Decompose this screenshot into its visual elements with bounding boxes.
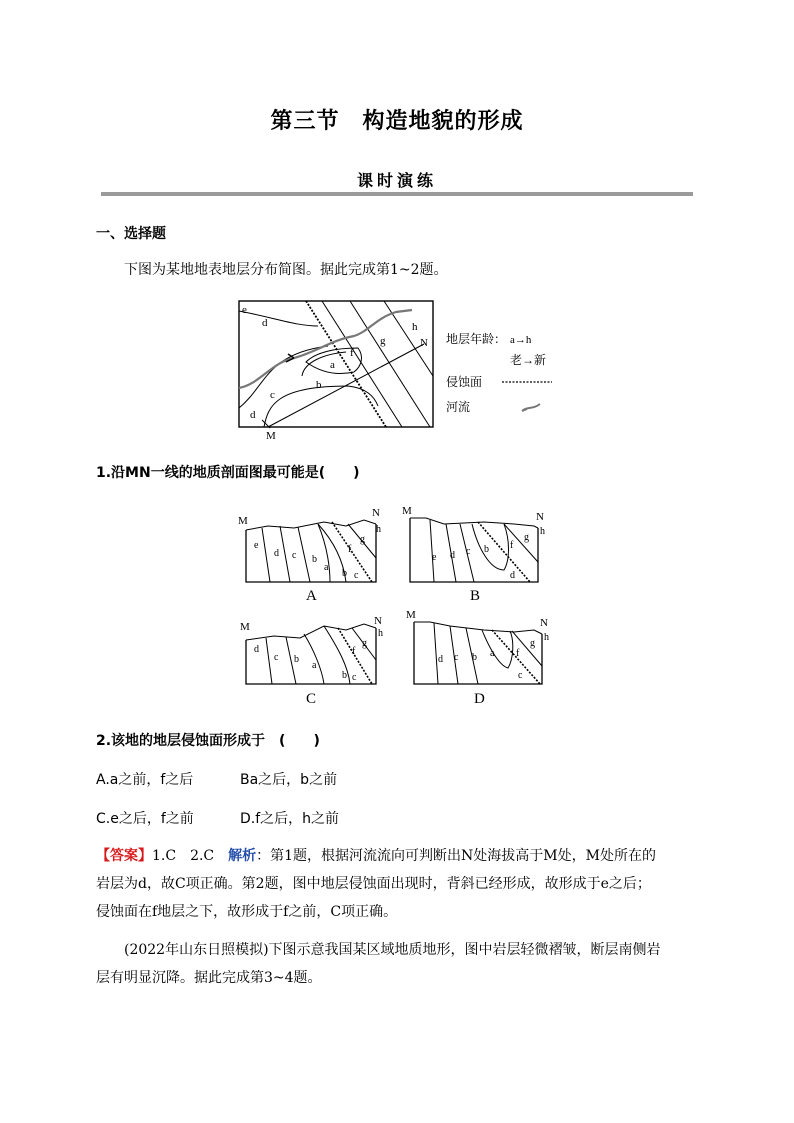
section-a-layer-f: f xyxy=(348,544,352,555)
section-a-letter: A xyxy=(306,588,317,604)
section-c-layer-d: d xyxy=(254,644,259,655)
section-a-layer-c: c xyxy=(292,550,297,561)
map-label-c: c xyxy=(270,389,275,401)
section-c-layer-h: h xyxy=(378,628,383,639)
section-d xyxy=(406,609,549,707)
title-divider xyxy=(101,192,693,196)
next-intro-line-1: (2022年山东日照模拟)下图示意我国某区域地质地形，图中岩层轻微褶皱，断层南侧岩 xyxy=(124,942,661,958)
section-a-layer-d: d xyxy=(274,548,279,559)
page-subtitle: 课时演练 xyxy=(356,171,437,190)
map-label-m: M xyxy=(266,430,276,442)
section-d-layer-g: g xyxy=(530,638,535,649)
page-title: 第三节 构造地貌的形成 xyxy=(270,109,524,134)
section-b-n-label: N xyxy=(536,511,544,523)
option-b: Ba之后，b之前 xyxy=(240,772,338,788)
question-1: 1.沿MN一线的地质剖面图最可能是( ) xyxy=(96,465,360,481)
legend-age-sequence: a→h xyxy=(510,334,532,346)
analysis-label: 解析 xyxy=(228,848,257,864)
section-c-layer-c2: c xyxy=(352,672,357,683)
option-a: A.a之前，f之后 xyxy=(96,772,194,788)
analysis-line-2: 岩层为d，故C项正确。第2题，图中地层侵蚀面出现时，背斜已经形成，故形成于e之后； xyxy=(96,876,651,892)
section-a-layer-e: e xyxy=(254,540,259,551)
section-b-layer-f: f xyxy=(510,540,514,551)
legend-river-icon xyxy=(522,404,540,411)
section-a-layer-h: h xyxy=(376,524,381,535)
section-d-letter: D xyxy=(474,691,485,707)
answer-block xyxy=(96,842,696,926)
section-d-m-label: M xyxy=(406,609,416,621)
section-a-layer-c2: c xyxy=(354,570,359,581)
option-c: C.e之后，f之前 xyxy=(96,811,194,827)
intro-text: 下图为某地地表地层分布简图。据此完成第1~2题。 xyxy=(124,262,448,278)
section-c-layer-c: c xyxy=(274,652,279,663)
section-a-layer-b: b xyxy=(312,554,317,565)
section-c-n-label: N xyxy=(374,615,382,627)
answer-values: 1.C 2.C xyxy=(152,848,215,864)
section-c-layer-a: a xyxy=(312,660,317,671)
section-b-letter: B xyxy=(470,588,481,604)
geologic-map-figure xyxy=(236,296,566,444)
section-b-layer-d2: d xyxy=(510,570,515,581)
section-b-layer-h: h xyxy=(540,526,545,537)
section-d-layer-a: a xyxy=(490,648,495,659)
map-label-d: d xyxy=(262,317,268,329)
section-a xyxy=(238,507,381,604)
section-a-layer-g: g xyxy=(360,534,365,545)
section-d-layer-c2: c xyxy=(518,670,523,681)
next-intro-line-2: 层有明显沉降。据此完成第3~4题。 xyxy=(96,970,322,986)
legend-age-label: 地层年龄： xyxy=(446,332,507,346)
map-label-g: g xyxy=(380,335,386,347)
section-d-layer-f: f xyxy=(516,648,520,659)
legend-age-order: 老→新 xyxy=(510,353,547,367)
analysis-line-3: 侵蚀面在f地层之下，故形成于f之前，C项正确。 xyxy=(96,904,398,920)
section-b-m-label: M xyxy=(402,505,412,517)
answer-tag: 【答案】 xyxy=(96,848,152,864)
section-c-layer-b: b xyxy=(294,654,299,665)
section-b-layer-c: c xyxy=(466,546,471,557)
section-b xyxy=(402,505,545,604)
option-d: D.f之后，h之前 xyxy=(240,811,340,827)
answer-line-1 xyxy=(96,842,696,870)
map-label-f: f xyxy=(350,347,354,359)
map-label-h: h xyxy=(412,321,418,333)
section-heading: 一、选择题 xyxy=(96,226,166,242)
section-a-n-label: N xyxy=(372,507,380,519)
section-d-layer-c: c xyxy=(454,652,459,663)
section-c xyxy=(240,615,383,707)
section-c-letter: C xyxy=(306,691,317,707)
section-d-layer-b: b xyxy=(472,652,477,663)
section-d-n-label: N xyxy=(540,617,548,629)
map-label-e: e xyxy=(242,304,247,316)
analysis-line-1: ：第1题，根据河流流向可判断出N处海拔高于M处，M处所在的 xyxy=(256,848,656,864)
section-a-layer-b2: b xyxy=(342,568,347,579)
cross-section-options xyxy=(234,500,564,710)
section-a-layer-a: a xyxy=(324,562,329,573)
question-2: 2.该地的地层侵蚀面形成于 ( ) xyxy=(96,733,320,749)
section-b-layer-e: e xyxy=(432,552,437,563)
map-frame xyxy=(239,301,433,427)
section-c-layer-b2: b xyxy=(342,670,347,681)
map-label-d2: d xyxy=(250,409,256,421)
legend-erosion-label: 侵蚀面 xyxy=(446,375,483,389)
section-a-m-label: M xyxy=(238,515,248,527)
map-label-n: N xyxy=(420,337,428,349)
section-c-m-label: M xyxy=(240,621,250,633)
section-c-layer-g: g xyxy=(362,638,367,649)
section-b-layer-b: b xyxy=(484,544,489,555)
section-b-layer-g: g xyxy=(524,532,529,543)
map-label-b: b xyxy=(316,379,322,391)
section-d-layer-d: d xyxy=(438,654,443,665)
map-label-a: a xyxy=(330,359,335,371)
next-question-intro xyxy=(96,936,696,992)
legend-river-label: 河流 xyxy=(446,400,471,414)
section-c-layer-f: f xyxy=(352,646,356,657)
section-d-layer-h: h xyxy=(544,632,549,643)
section-b-layer-d: d xyxy=(450,550,455,561)
